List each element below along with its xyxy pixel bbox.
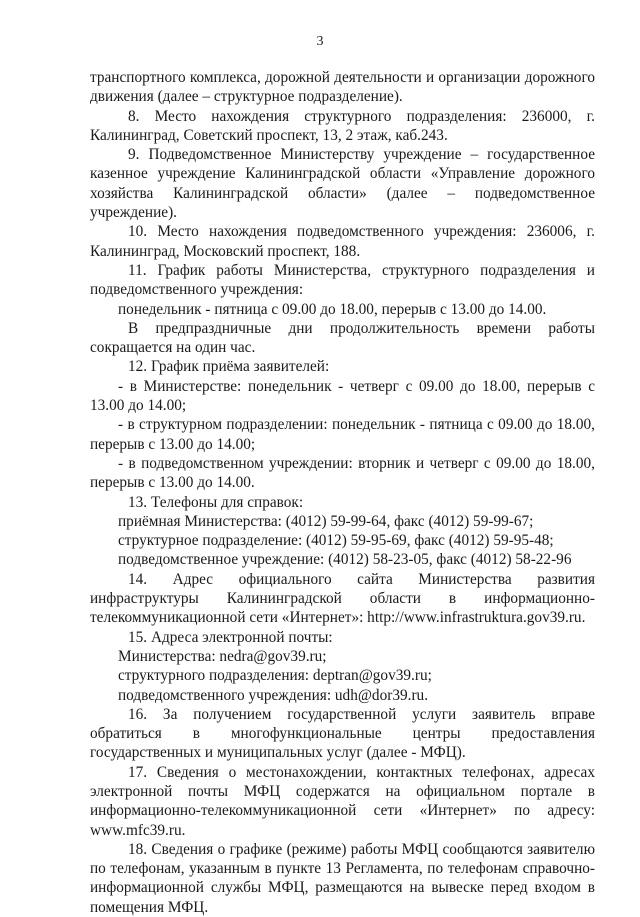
paragraph-10: 10. Место нахождения подведомственного учреждения: 236006, г. Калининград, Московский проспект, 188.: [90, 223, 595, 260]
email-subordinate: подведомственного учреждения: udh@dor39.ru.: [118, 686, 429, 704]
paragraph-8: 8. Место нахождения структурного подразделения: 236000, г. Калининград, Советский проспект, 13, 2 этаж, каб.243.: [90, 107, 595, 144]
paragraph-13: 13. Телефоны для справок:: [128, 493, 304, 511]
document-body: [90, 68, 595, 917]
phone-department: структурное подразделение: (4012) 59-95-69, факс (4012) 59-95-48;: [118, 532, 554, 550]
paragraph-12: 12. График приёма заявителей:: [128, 358, 330, 376]
email-department: структурного подразделения: deptran@gov39.ru;: [118, 667, 432, 685]
work-hours-line: понедельник - пятница с 09.00 до 18.00, перерыв с 13.00 до 14.00.: [118, 300, 547, 318]
page-number: 3: [316, 34, 324, 49]
paragraph-16: 16. За получением государственной услуги заявитель вправе обратиться в многофункциональные центры предоставления государственных и муниципальных услуг (далее - МФЦ).: [90, 705, 595, 762]
paragraph-15: 15. Адреса электронной почты:: [128, 628, 333, 646]
phone-ministry: приёмная Министерства: (4012) 59-99-64, факс (4012) 59-99-67;: [118, 512, 534, 530]
paragraph-11: 11. График работы Министерства, структурного подразделения и подведомственного учреждения:: [90, 261, 595, 299]
holiday-note: В предпраздничные дни продолжительность времени работы сокращается на один час.: [90, 319, 595, 357]
paragraph-9: 9. Подведомственное Министерству учреждение – государственное казенное учреждение Калининградской области «Управление дорожного хозяйства Калининградской области» (далее – подведомственное учреждение).: [90, 146, 595, 222]
paragraph-7-continuation: транспортного комплекса, дорожной деятельности и организации дорожного движения (далее – структурное подразделение).: [90, 69, 595, 106]
paragraph-17: 17. Сведения о местонахождении, контактных телефонах, адресах электронной почты МФЦ содержатся на официальном портале в информационно-телекоммуникационной сети «Интернет» по адресу: www.mfc39.ru.: [90, 763, 595, 839]
phone-subordinate: подведомственное учреждение: (4012) 58-23-05, факс (4012) 58-22-96: [118, 551, 572, 569]
reception-department: - в структурном подразделении: понедельник - пятница с 09.00 до 18.00, перерыв с 13.00 до 14.00;: [90, 416, 595, 453]
reception-subordinate: - в подведомственном учреждении: вторник и четверг с 09.00 до 18.00, перерыв с 13.00 до 14.00.: [90, 454, 595, 492]
paragraph-14: 14. Адрес официального сайта Министерства развития инфраструктуры Калининградской области в информационно-телекоммуникационной сети «Интернет»: http://www.infrastruktura.gov39.ru.: [90, 570, 595, 627]
paragraph-18: 18. Сведения о графике (режиме) работы МФЦ сообщаются заявителю по телефонам, указанным в пункте 13 Регламента, по телефонам справочно-информационной службы МФЦ, размещаются на вывеске перед входом в помещения МФЦ.: [90, 840, 595, 916]
reception-ministry: - в Министерстве: понедельник - четверг с 09.00 до 18.00, перерыв с 13.00 до 14.00;: [90, 377, 595, 415]
email-ministry: Министерства: nedra@gov39.ru;: [118, 647, 327, 665]
